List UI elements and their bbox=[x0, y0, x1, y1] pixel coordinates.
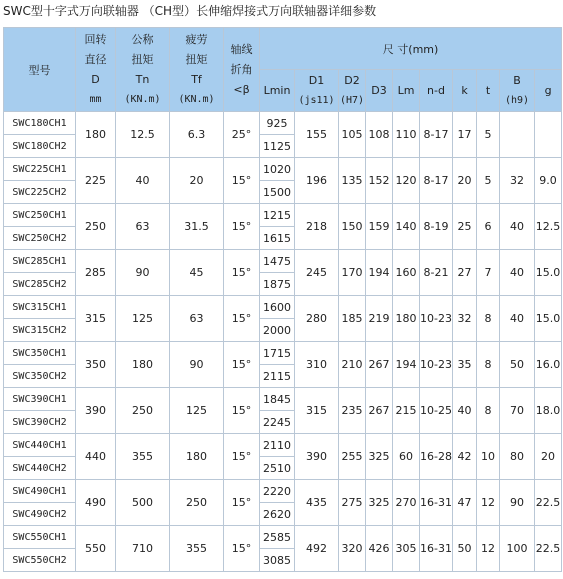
cell-lmin: 2585 bbox=[260, 526, 295, 549]
model-cell: SWC440CH1 bbox=[4, 434, 76, 457]
cell-lm: 180 bbox=[393, 296, 420, 342]
page-title: SWC型十字式万向联轴器 （CH型）长伸缩焊接式万向联轴器详细参数 bbox=[3, 4, 377, 18]
model-cell: SWC550CH2 bbox=[4, 549, 76, 572]
model-cell: SWC550CH1 bbox=[4, 526, 76, 549]
model-cell: SWC250CH1 bbox=[4, 204, 76, 227]
cell-g: 22.5 bbox=[535, 480, 562, 526]
header-angle: 轴线 折角 <β bbox=[224, 28, 260, 112]
model-cell: SWC285CH1 bbox=[4, 250, 76, 273]
cell-lm: 160 bbox=[393, 250, 420, 296]
cell-tn: 90 bbox=[116, 250, 170, 296]
table-row bbox=[4, 158, 562, 181]
cell-d3: 159 bbox=[366, 204, 393, 250]
cell-tf: 125 bbox=[170, 388, 224, 434]
header-t: t bbox=[477, 70, 500, 112]
cell-b: 40 bbox=[500, 250, 535, 296]
cell-g: 9.0 bbox=[535, 158, 562, 204]
cell-tf: 6.3 bbox=[170, 112, 224, 158]
cell-tf: 63 bbox=[170, 296, 224, 342]
cell-lmin: 1875 bbox=[260, 273, 295, 296]
header-d2: D2 (H7) bbox=[339, 70, 366, 112]
cell-d: 285 bbox=[76, 250, 116, 296]
cell-d1: 280 bbox=[295, 296, 339, 342]
cell-d3: 426 bbox=[366, 526, 393, 572]
cell-d3: 194 bbox=[366, 250, 393, 296]
cell-d2: 185 bbox=[339, 296, 366, 342]
cell-nd: 8-19 bbox=[420, 204, 453, 250]
cell-lmin: 1715 bbox=[260, 342, 295, 365]
header-dimensions: 尺 寸(mm) bbox=[260, 28, 562, 70]
spec-table-body bbox=[4, 112, 562, 572]
cell-k: 32 bbox=[453, 296, 477, 342]
table-row bbox=[4, 250, 562, 273]
model-cell: SWC440CH2 bbox=[4, 457, 76, 480]
cell-angle: 15° bbox=[224, 296, 260, 342]
cell-d: 390 bbox=[76, 388, 116, 434]
cell-d: 350 bbox=[76, 342, 116, 388]
cell-lm: 270 bbox=[393, 480, 420, 526]
cell-tn: 63 bbox=[116, 204, 170, 250]
cell-g: 16.0 bbox=[535, 342, 562, 388]
cell-nd: 16-31 bbox=[420, 526, 453, 572]
cell-k: 17 bbox=[453, 112, 477, 158]
cell-lmin: 2115 bbox=[260, 365, 295, 388]
cell-b: 40 bbox=[500, 296, 535, 342]
cell-d2: 170 bbox=[339, 250, 366, 296]
cell-angle: 15° bbox=[224, 480, 260, 526]
cell-tf: 355 bbox=[170, 526, 224, 572]
model-cell: SWC315CH1 bbox=[4, 296, 76, 319]
cell-lm: 215 bbox=[393, 388, 420, 434]
cell-tn: 40 bbox=[116, 158, 170, 204]
cell-tn: 710 bbox=[116, 526, 170, 572]
cell-d3: 219 bbox=[366, 296, 393, 342]
cell-tf: 250 bbox=[170, 480, 224, 526]
cell-tn: 180 bbox=[116, 342, 170, 388]
cell-nd: 8-17 bbox=[420, 112, 453, 158]
cell-lmin: 2220 bbox=[260, 480, 295, 503]
cell-d1: 218 bbox=[295, 204, 339, 250]
cell-g: 15.0 bbox=[535, 250, 562, 296]
table-row bbox=[4, 342, 562, 365]
cell-d: 550 bbox=[76, 526, 116, 572]
model-cell: SWC225CH2 bbox=[4, 181, 76, 204]
cell-lmin: 3085 bbox=[260, 549, 295, 572]
cell-d1: 155 bbox=[295, 112, 339, 158]
cell-b: 100 bbox=[500, 526, 535, 572]
cell-d2: 135 bbox=[339, 158, 366, 204]
cell-lm: 140 bbox=[393, 204, 420, 250]
cell-lmin: 2245 bbox=[260, 411, 295, 434]
cell-lmin: 2620 bbox=[260, 503, 295, 526]
table-row bbox=[4, 434, 562, 457]
model-cell: SWC390CH2 bbox=[4, 411, 76, 434]
cell-lmin: 2000 bbox=[260, 319, 295, 342]
cell-d2: 255 bbox=[339, 434, 366, 480]
cell-k: 50 bbox=[453, 526, 477, 572]
cell-t: 8 bbox=[477, 342, 500, 388]
cell-tn: 12.5 bbox=[116, 112, 170, 158]
cell-g bbox=[535, 112, 562, 158]
cell-d2: 105 bbox=[339, 112, 366, 158]
table-row bbox=[4, 526, 562, 549]
cell-b: 32 bbox=[500, 158, 535, 204]
cell-d3: 108 bbox=[366, 112, 393, 158]
cell-lmin: 1500 bbox=[260, 181, 295, 204]
header-lm: Lm bbox=[393, 70, 420, 112]
cell-g: 20 bbox=[535, 434, 562, 480]
cell-d1: 245 bbox=[295, 250, 339, 296]
model-cell: SWC350CH2 bbox=[4, 365, 76, 388]
cell-d: 225 bbox=[76, 158, 116, 204]
model-cell: SWC490CH2 bbox=[4, 503, 76, 526]
cell-b: 90 bbox=[500, 480, 535, 526]
table-row bbox=[4, 296, 562, 319]
cell-tf: 31.5 bbox=[170, 204, 224, 250]
header-k: k bbox=[453, 70, 477, 112]
cell-d: 250 bbox=[76, 204, 116, 250]
cell-t: 12 bbox=[477, 526, 500, 572]
cell-d3: 152 bbox=[366, 158, 393, 204]
cell-g: 22.5 bbox=[535, 526, 562, 572]
cell-t: 5 bbox=[477, 158, 500, 204]
cell-t: 7 bbox=[477, 250, 500, 296]
model-cell: SWC180CH1 bbox=[4, 112, 76, 135]
cell-lmin: 1125 bbox=[260, 135, 295, 158]
cell-lmin: 1615 bbox=[260, 227, 295, 250]
cell-tn: 125 bbox=[116, 296, 170, 342]
table-row bbox=[4, 112, 562, 135]
cell-tf: 20 bbox=[170, 158, 224, 204]
cell-lm: 305 bbox=[393, 526, 420, 572]
header-d: 回转 直径 D mm bbox=[76, 28, 116, 112]
cell-g: 18.0 bbox=[535, 388, 562, 434]
table-row bbox=[4, 480, 562, 503]
cell-lmin: 2510 bbox=[260, 457, 295, 480]
cell-d2: 320 bbox=[339, 526, 366, 572]
cell-lmin: 1020 bbox=[260, 158, 295, 181]
cell-d2: 235 bbox=[339, 388, 366, 434]
table-row bbox=[4, 204, 562, 227]
cell-d3: 325 bbox=[366, 480, 393, 526]
cell-d: 490 bbox=[76, 480, 116, 526]
cell-d1: 315 bbox=[295, 388, 339, 434]
cell-t: 12 bbox=[477, 480, 500, 526]
cell-d: 315 bbox=[76, 296, 116, 342]
table-row bbox=[4, 388, 562, 411]
cell-t: 10 bbox=[477, 434, 500, 480]
cell-k: 27 bbox=[453, 250, 477, 296]
cell-b bbox=[500, 112, 535, 158]
cell-d1: 196 bbox=[295, 158, 339, 204]
cell-g: 12.5 bbox=[535, 204, 562, 250]
header-d1: D1 (js11) bbox=[295, 70, 339, 112]
cell-nd: 10-23 bbox=[420, 342, 453, 388]
header-g: g bbox=[535, 70, 562, 112]
header-nd: n-d bbox=[420, 70, 453, 112]
cell-t: 5 bbox=[477, 112, 500, 158]
cell-lm: 194 bbox=[393, 342, 420, 388]
cell-k: 20 bbox=[453, 158, 477, 204]
cell-lmin: 1215 bbox=[260, 204, 295, 227]
cell-d3: 325 bbox=[366, 434, 393, 480]
model-cell: SWC225CH1 bbox=[4, 158, 76, 181]
cell-angle: 25° bbox=[224, 112, 260, 158]
cell-d: 440 bbox=[76, 434, 116, 480]
cell-k: 47 bbox=[453, 480, 477, 526]
model-cell: SWC350CH1 bbox=[4, 342, 76, 365]
cell-lmin: 1475 bbox=[260, 250, 295, 273]
header-d3: D3 bbox=[366, 70, 393, 112]
cell-angle: 15° bbox=[224, 526, 260, 572]
cell-d1: 310 bbox=[295, 342, 339, 388]
cell-k: 42 bbox=[453, 434, 477, 480]
cell-angle: 15° bbox=[224, 158, 260, 204]
cell-g: 15.0 bbox=[535, 296, 562, 342]
cell-angle: 15° bbox=[224, 388, 260, 434]
model-cell: SWC390CH1 bbox=[4, 388, 76, 411]
cell-k: 35 bbox=[453, 342, 477, 388]
cell-nd: 8-21 bbox=[420, 250, 453, 296]
cell-d2: 210 bbox=[339, 342, 366, 388]
header-tn: 公称 扭矩 Tn (KN.m) bbox=[116, 28, 170, 112]
cell-angle: 15° bbox=[224, 250, 260, 296]
cell-lmin: 925 bbox=[260, 112, 295, 135]
header-b: B (h9) bbox=[500, 70, 535, 112]
cell-lm: 60 bbox=[393, 434, 420, 480]
cell-nd: 10-23 bbox=[420, 296, 453, 342]
model-cell: SWC180CH2 bbox=[4, 135, 76, 158]
cell-b: 70 bbox=[500, 388, 535, 434]
cell-d: 180 bbox=[76, 112, 116, 158]
cell-tn: 355 bbox=[116, 434, 170, 480]
cell-b: 50 bbox=[500, 342, 535, 388]
cell-tf: 90 bbox=[170, 342, 224, 388]
cell-angle: 15° bbox=[224, 434, 260, 480]
cell-nd: 10-25 bbox=[420, 388, 453, 434]
cell-d3: 267 bbox=[366, 342, 393, 388]
cell-d1: 492 bbox=[295, 526, 339, 572]
cell-b: 40 bbox=[500, 204, 535, 250]
spec-table bbox=[3, 27, 562, 572]
cell-tn: 500 bbox=[116, 480, 170, 526]
header-lmin: Lmin bbox=[260, 70, 295, 112]
model-cell: SWC315CH2 bbox=[4, 319, 76, 342]
cell-tf: 45 bbox=[170, 250, 224, 296]
cell-d1: 390 bbox=[295, 434, 339, 480]
cell-lmin: 1600 bbox=[260, 296, 295, 319]
header-model: 型号 bbox=[4, 28, 76, 112]
cell-lm: 120 bbox=[393, 158, 420, 204]
model-cell: SWC490CH1 bbox=[4, 480, 76, 503]
cell-t: 6 bbox=[477, 204, 500, 250]
cell-nd: 8-17 bbox=[420, 158, 453, 204]
cell-d2: 275 bbox=[339, 480, 366, 526]
cell-t: 8 bbox=[477, 388, 500, 434]
cell-lmin: 1845 bbox=[260, 388, 295, 411]
model-cell: SWC250CH2 bbox=[4, 227, 76, 250]
cell-lm: 110 bbox=[393, 112, 420, 158]
model-cell: SWC285CH2 bbox=[4, 273, 76, 296]
cell-d1: 435 bbox=[295, 480, 339, 526]
cell-tf: 180 bbox=[170, 434, 224, 480]
cell-nd: 16-31 bbox=[420, 480, 453, 526]
cell-t: 8 bbox=[477, 296, 500, 342]
cell-tn: 250 bbox=[116, 388, 170, 434]
header-tf: 疲劳 扭矩 Tf (KN.m) bbox=[170, 28, 224, 112]
cell-k: 40 bbox=[453, 388, 477, 434]
cell-b: 80 bbox=[500, 434, 535, 480]
cell-angle: 15° bbox=[224, 342, 260, 388]
cell-angle: 15° bbox=[224, 204, 260, 250]
cell-k: 25 bbox=[453, 204, 477, 250]
cell-lmin: 2110 bbox=[260, 434, 295, 457]
cell-d2: 150 bbox=[339, 204, 366, 250]
cell-nd: 16-28 bbox=[420, 434, 453, 480]
cell-d3: 267 bbox=[366, 388, 393, 434]
